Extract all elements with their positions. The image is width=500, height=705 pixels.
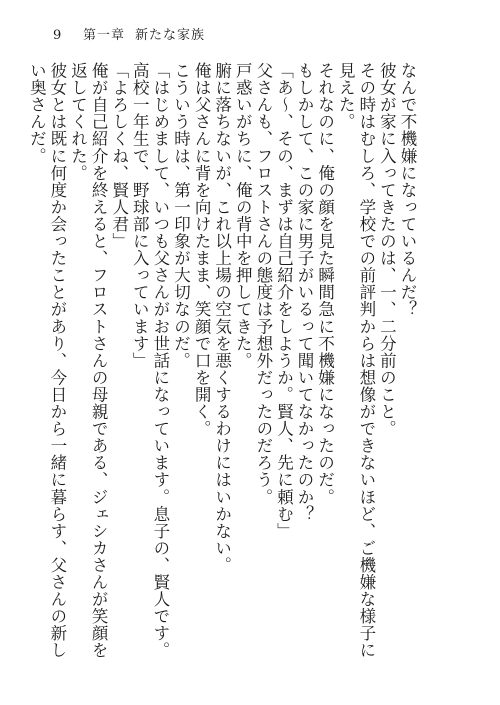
vertical-body-text (27, 62, 417, 674)
text-line: 俺は父さんに背を向けたまま、笑顔で口を開く。 (192, 62, 212, 438)
dialogue-line: 「あ～、その、まずは自己紹介をしようか。賢人、先に頼む」 (274, 62, 294, 540)
page-number: 9 (53, 28, 62, 43)
text-line: それなのに、俺の顔を見た瞬間急に不機嫌になったのだ。 (315, 62, 335, 506)
text-line: 腑に落ちないが、これ以上場の空気を悪くするわけにはいかない。 (212, 62, 232, 574)
text-line: こういう時は、第一印象が大切なのだ。 (171, 62, 191, 369)
dialogue-line: 「よろしくね、賢人君」 (109, 62, 129, 250)
text-line: 彼女とは既に何度か会ったことがあり、今日から一緒に暮らす、父さんの新しい奥さんだ。 (27, 62, 67, 659)
text-line: 俺が自己紹介を終えると、フロストさんの母親である、ジェシカさんが笑顔を返してくれた。 (68, 62, 109, 659)
text-line: なんで不機嫌になっているんだ？ (398, 62, 417, 318)
text-line: 戸惑いがちに、俺の背中を押してきた。 (233, 62, 253, 369)
chapter-label: 第一章 (83, 28, 126, 43)
text-line: 彼女が家に入ってきたのは、一、二分前のこと。 (377, 62, 397, 438)
text-line: もしかして、この家に男子がいるって聞いてなかったのか？ (295, 62, 315, 523)
text-line: その時はむしろ、学校での前評判からは想像ができないほど、ご機嫌な様子に見えた。 (336, 62, 376, 659)
chapter-title: 新たな家族 (135, 28, 206, 43)
chapter-header (83, 28, 205, 44)
dialogue-line: 「はじめまして、いつも父さんがお世話になっています。息子の、賢人です。高校一年生で、野球部に入っています」 (130, 62, 170, 659)
text-line: 父さんも、フロストさんの態度は予想外だったのだろう。 (253, 62, 273, 506)
